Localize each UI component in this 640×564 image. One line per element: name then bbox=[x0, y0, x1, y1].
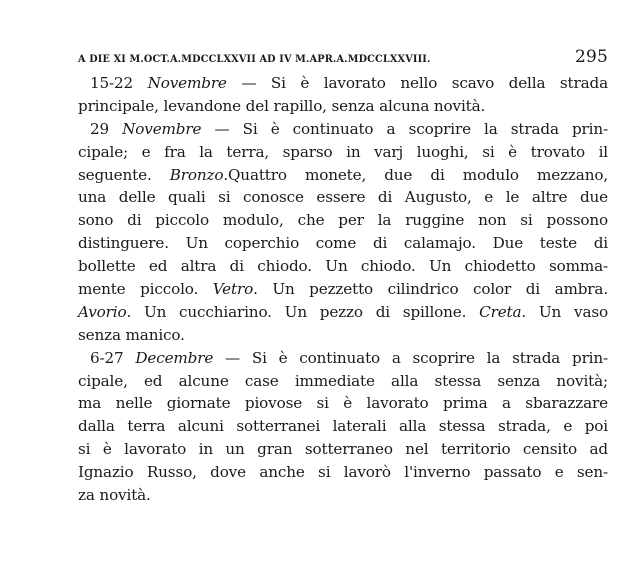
text-run: cipale; e fra la terra, sparso in varj luoghi, si è trovato il bbox=[78, 142, 608, 161]
text-run: seguente. bbox=[78, 165, 170, 184]
text-line bbox=[78, 118, 608, 141]
text-run: bollette ed altra di chiodo. Un chiodo. Un chiodetto somma- bbox=[78, 257, 608, 276]
text-run: . Un vaso bbox=[521, 302, 608, 321]
text-line bbox=[78, 347, 608, 370]
text-line bbox=[78, 415, 608, 438]
italic-term: Bronzo bbox=[169, 165, 224, 184]
text-line bbox=[78, 141, 608, 164]
text-line bbox=[78, 370, 608, 393]
italic-term: Novembre bbox=[122, 119, 202, 138]
text-run: cipale, ed alcune case immediate alla stessa senza novità; bbox=[78, 371, 608, 390]
text-line bbox=[78, 484, 608, 507]
italic-term: Novembre bbox=[147, 74, 227, 92]
text-run: — Si è continuato a scoprire la strada prin- bbox=[213, 348, 608, 367]
text-run: mente piccolo. bbox=[78, 280, 213, 299]
text-run: distinguere. Un coperchio come di calamajo. Due teste di bbox=[78, 234, 608, 253]
text-run: 15-22 bbox=[90, 74, 148, 92]
text-line bbox=[78, 164, 608, 187]
text-line bbox=[78, 438, 608, 461]
text-run: 29 bbox=[90, 119, 123, 138]
text-run: principale, levandone del rapillo, senza alcuna novità. bbox=[78, 96, 486, 115]
text-run: — Si è continuato a scoprire la strada prin- bbox=[201, 119, 608, 138]
diary-entry bbox=[78, 347, 608, 507]
text-line bbox=[78, 186, 608, 209]
page-number: 295 bbox=[574, 47, 608, 67]
book-page bbox=[78, 46, 608, 507]
text-run: . Un pezzetto cilindrico color di ambra. bbox=[253, 280, 608, 299]
text-line bbox=[78, 278, 608, 301]
text-line bbox=[78, 209, 608, 232]
text-run: sono di piccolo modulo, che per la ruggine non si possono bbox=[78, 211, 608, 230]
diary-entry bbox=[78, 118, 608, 347]
text-line bbox=[78, 461, 608, 484]
text-line bbox=[78, 324, 608, 347]
body-text bbox=[78, 72, 608, 507]
italic-term: Creta bbox=[479, 302, 522, 321]
text-run: dalla terra alcuni sotterranei laterali alla stessa strada, e poi bbox=[78, 417, 608, 436]
text-run: senza manico. bbox=[78, 325, 185, 344]
italic-term: Decembre bbox=[135, 348, 214, 367]
running-head-title: A DIE XI M.OCT.A.MDCCLXXVII AD IV M.APR.A.MDCCLXXVIII. bbox=[78, 53, 431, 65]
text-run: .Quattro monete, due di modulo mezzano, bbox=[223, 165, 608, 184]
running-head bbox=[78, 46, 608, 72]
text-line bbox=[78, 72, 608, 95]
text-line bbox=[78, 301, 608, 324]
text-run: . Un cucchiarino. Un pezzo di spillone. bbox=[126, 302, 480, 321]
text-run: una delle quali si conosce essere di Augusto, e le altre due bbox=[78, 188, 608, 207]
text-run: Ignazio Russo, dove anche si lavorò l'inverno passato e sen- bbox=[78, 463, 608, 482]
italic-term: Vetro bbox=[212, 280, 254, 299]
diary-entry bbox=[78, 72, 608, 118]
text-run: za novità. bbox=[78, 486, 151, 505]
text-run: si è lavorato in un gran sotterraneo nel territorio censito ad bbox=[78, 440, 608, 459]
text-line bbox=[78, 95, 608, 118]
text-line bbox=[78, 255, 608, 278]
text-run: 6-27 bbox=[90, 348, 136, 367]
text-run: ma nelle giornate piovose si è lavorato prima a sbarazzare bbox=[78, 394, 608, 413]
text-line bbox=[78, 392, 608, 415]
text-run: — Si è lavorato nello scavo della strada bbox=[226, 74, 609, 92]
italic-term: Avorio bbox=[78, 302, 127, 321]
text-line bbox=[78, 232, 608, 255]
